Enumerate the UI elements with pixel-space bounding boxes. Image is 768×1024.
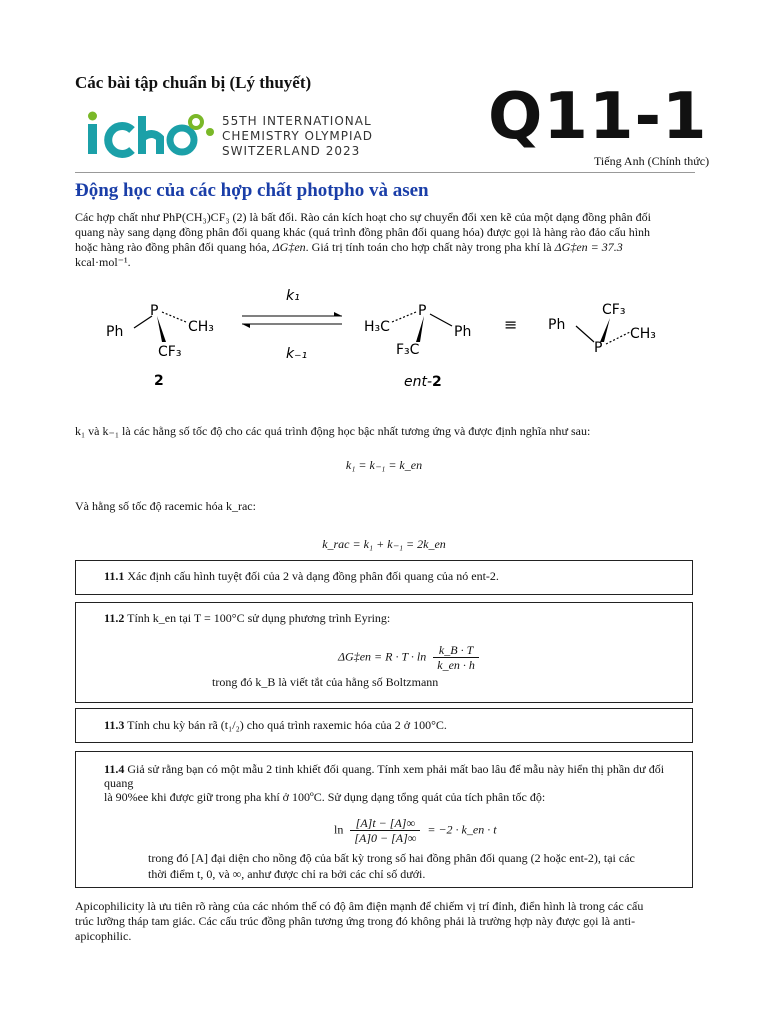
language-label: Tiếng Anh (Chính thức) (594, 154, 710, 168)
equation-k1: k₁ = k₋₁ = k_en (345, 458, 423, 472)
prep-title: Các bài tập chuẩn bị (Lý thuyết) (75, 73, 312, 92)
cf3-label: CF₃ (158, 344, 182, 360)
ph-label-ent: Ph (454, 324, 472, 340)
question-11-4: 11.4 Giả sử rằng bạn có một mẫu 2 tinh khiết đối quang. Tính xem phải mất bao lâu để mẫu này hiển thị phần dư đối quang là 90%ee khi được giữ trong pha khí ở 100ºC. Sử dụng dạng tổng quát của tích phân tốc độ: (104, 762, 665, 804)
header-divider (75, 172, 695, 173)
rate-constant-definition: k₁ và k₋₁ là các hằng số tốc độ cho các quá trình động học bậc nhất tương ứng và được định nghĩa như sau: (75, 424, 591, 438)
question-11-3-box (75, 708, 693, 743)
cf3-label-right: CF₃ (602, 302, 626, 318)
logo-o (170, 128, 194, 152)
logo-c (108, 126, 132, 154)
equation-krac: k_rac = k₁ + k₋₁ = 2k_en (322, 537, 446, 551)
p-atom-right: P (594, 340, 603, 356)
logo-i (88, 124, 97, 154)
question-11-1-box (75, 560, 693, 595)
p-atom: P (150, 303, 159, 319)
equivalence-sign: ≡ (504, 315, 518, 334)
ch3-label-right: CH₃ (630, 326, 656, 342)
ph-label: Ph (106, 324, 124, 340)
question-11-4-box (75, 751, 693, 888)
page-title: Động học của các hợp chất photpho và asen (75, 180, 429, 201)
question-code: Q11-1 (488, 80, 708, 154)
k-1-label: k₋₁ (286, 346, 308, 362)
h3c-label: H₃C (364, 319, 390, 335)
question-11-3: 11.3 Tính chu kỳ bán rã (t₁/₂) cho quá trình raxemic hóa của 2 ở 100°C. (104, 718, 447, 732)
question-11-2-box (75, 602, 693, 703)
logo-text: 55TH INTERNATIONAL CHEMISTRY OLYMPIAD SWITZERLAND 2023 (222, 114, 373, 158)
enantiomerization-scheme (90, 282, 710, 402)
rate-integral-note: trong đó [A] đại diện cho nồng độ của bất kỳ trong số hai đồng phân đối quang (2 hoặc ent-2), tại các thời điểm t, 0, và ∞, anhư được chỉ ra bởi các chỉ số dưới. (148, 851, 635, 881)
ent-2-label: ent-2 (404, 374, 442, 390)
k1-label: k₁ (286, 288, 300, 304)
eyring-equation: ΔG‡en = R · T · ln $\frac{k\_B \cdot T}{k\_en \cdot h}$ (338, 643, 479, 672)
logo-dot (88, 112, 97, 121)
question-11-1: 11.1 Xác định cấu hình tuyệt đối của 2 và dạng đồng phân đối quang của nó ent-2. (104, 569, 499, 583)
compound-2-label: 2 (154, 373, 164, 389)
p-atom-ent: P (418, 303, 427, 319)
intro-paragraph: Các hợp chất như PhP(CH₃)CF₃ (2) là bất đối. Rào cản kích hoạt cho sự chuyển đổi xen kẽ của một dạng đồng phân đối quang này sang dạng đồng phân đối quang khác (quá trình đồng phân đối quang hóa) được gọi là hàng rào đảo cấu hình hoặc hàng rào đồng phân đối quang hóa, ΔG‡en. Giá trị tính toán cho hợp chất này trong pha khí là ΔG‡en = 37.3 kcal·mol⁻¹. (75, 210, 651, 269)
apicophilicity-paragraph: Apicophilicity là ưu tiên rõ ràng của các nhóm thế có độ âm điện mạnh để chiếm vị trí đỉnh, điển hình là trong các cấu trúc lưỡng tháp tam giác. Các cấu trúc đồng phân tương ứng trong đó không phải là trường hợp này được gọi là anti- apicophilic. (75, 899, 644, 943)
f3c-label: F₃C (396, 342, 420, 358)
racemization-definition: Và hằng số tốc độ racemic hóa k_rac: (75, 499, 256, 513)
ch3-label: CH₃ (188, 319, 214, 335)
boltzmann-note: trong đó k_B là viết tắt của hằng số Boltzmann (212, 675, 439, 689)
question-11-2: 11.2 Tính k_en tại T = 100°C sử dụng phương trình Eyring: (104, 611, 391, 625)
rate-integral-equation: ln $\frac{[A]t - [A]\infty}{[A]0 - [A]\infty}$ = −2 · k_en · t (334, 816, 497, 845)
ph-label-right: Ph (548, 317, 566, 333)
